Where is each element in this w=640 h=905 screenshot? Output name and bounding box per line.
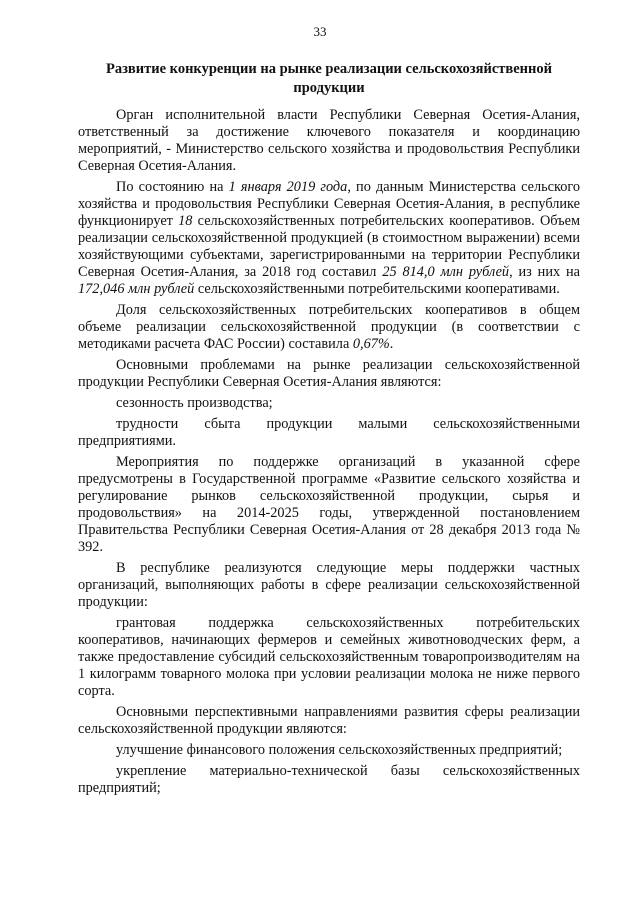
paragraph-state-program: Мероприятия по поддержке организаций в указанной сфере предусмотрены в Государственной программе «Развитие сельского хозяйства и регулирование рынков сельскохозяйственной продукции, сырья и продовольствия» на 2014-2025 годы, утвержденной постановлением Правительства Республики Северная Осетия-Алания от 28 декабря 2013 года № 392. xyxy=(78,454,580,555)
paragraph-cooperatives-share: Доля сельскохозяйственных потребительских кооперативов в общем объеме реализации сельскохозяйственной продукции (в соответствии с методиками расчета ФАС России) составила 0,67%. xyxy=(78,302,580,352)
paragraph-development-directions-intro: Основными перспективными направлениями развития сферы реализации сельскохозяйственной продукции являются: xyxy=(78,704,580,737)
cooperatives-share: 0,67% xyxy=(352,336,390,352)
list-item-sales-difficulties: трудности сбыта продукции малыми сельскохозяйственными предприятиями. xyxy=(78,416,580,449)
sales-volume-total: 25 814,0 млн рублей xyxy=(382,264,510,280)
paragraph-problems-intro: Основными проблемами на рынке реализации сельскохозяйственной продукции Республики Северная Осетия-Алания являются: xyxy=(78,357,580,390)
list-item-grant-support: грантовая поддержка сельскохозяйственных потребительских кооперативов, начинающих фермеров и семейных животноводческих ферм, а также предоставление субсидий сельскохозяйственным товаропроизводителям на 1 килограмм товарного молока при условии реализации молока не ниже первого сорта. xyxy=(78,615,580,699)
section-title-line-1: Развитие конкуренции на рынке реализации сельскохозяйственной xyxy=(106,61,552,77)
report-date: 1 января 2019 года xyxy=(228,179,348,195)
paragraph-support-measures-intro: В республике реализуются следующие меры поддержки частных организаций, выполняющих работы в сфере реализации сельскохозяйственной продукции: xyxy=(78,560,580,610)
section-title-line-2: продукции xyxy=(293,80,365,96)
list-item-financial-improvement: улучшение финансового положения сельскохозяйственных предприятий; xyxy=(116,742,563,758)
sales-volume-cooperatives: 172,046 млн рублей xyxy=(78,281,195,297)
page-number: 33 xyxy=(313,24,327,39)
document-body xyxy=(78,107,580,801)
paragraph-responsible-body: Орган исполнительной власти Республики Северная Осетия-Алания, ответственный за достижение ключевого показателя и координацию мероприятий, - Министерство сельского хозяйства и продовольствия Республики Северная Осетия-Алания. xyxy=(78,107,580,174)
paragraph-cooperatives-stats: По состоянию на 1 января 2019 года, по данным Министерства сельского хозяйства и продовольствия Республики Северная Осетия-Алания, в республике функционирует 18 сельскохозяйственных потребительских кооперативов. Объем реализации сельскохозяйственной продукцией (в стоимостном выражении) всеми хозяйствующими субъектами, зарегистрированными на территории Республики Северная Осетия-Алания, за 2018 год составил 25 814,0 млн рублей, из них на 172,046 млн рублей сельскохозяйственными потребительскими кооперативами. xyxy=(78,179,581,297)
list-item-seasonality: сезонность производства; xyxy=(116,395,273,411)
cooperatives-count: 18 xyxy=(178,213,193,229)
section-title xyxy=(78,60,580,98)
list-item-material-base: укрепление материально-технической базы сельскохозяйственных предприятий; xyxy=(78,763,580,796)
